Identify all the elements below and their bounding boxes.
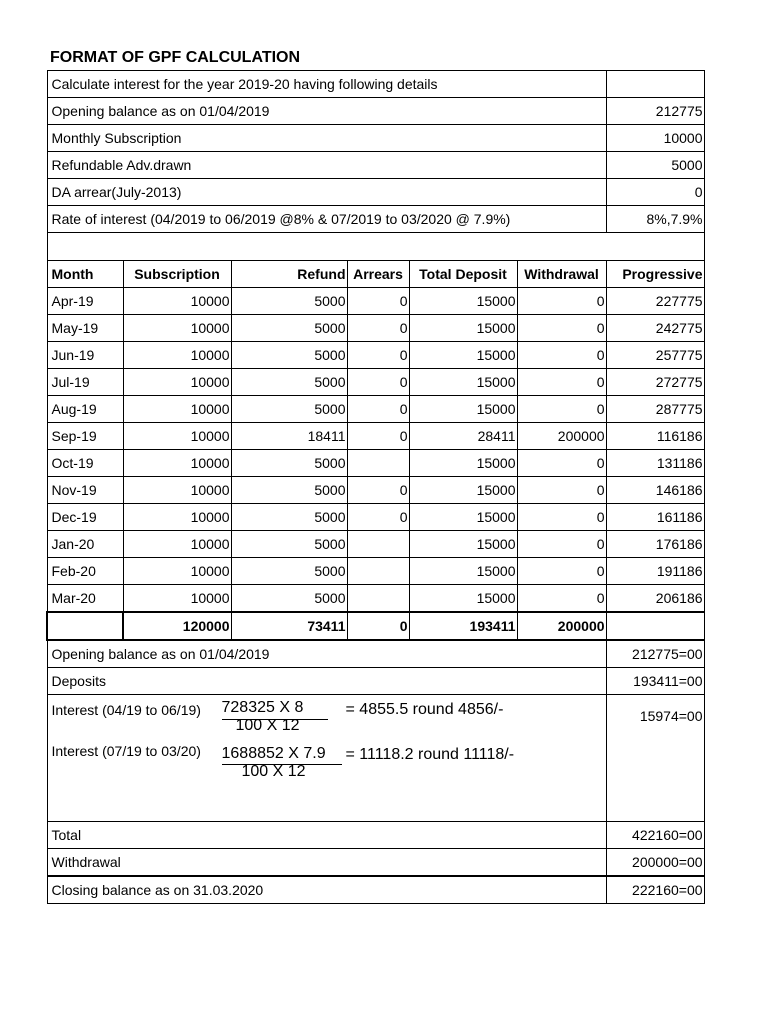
- total-cell: 0: [347, 612, 409, 640]
- total-cell: 120000: [123, 612, 231, 640]
- deposits-row: [47, 668, 704, 695]
- detail-row: [47, 179, 704, 206]
- value-cell: [347, 558, 409, 585]
- value-cell: 176186: [606, 531, 704, 558]
- value-cell: 0: [517, 531, 606, 558]
- month-cell: Oct-19: [47, 450, 123, 477]
- interest-2-result: = 11118.2 round 11118/-: [345, 746, 515, 763]
- blank-cell: [47, 233, 704, 261]
- interest-1-label: Interest (04/19 to 06/19): [51, 702, 201, 718]
- closing-row-label: Closing balance as on 31.03.2020: [47, 876, 606, 904]
- month-cell: Aug-19: [47, 396, 123, 423]
- header-cell: Withdrawal: [517, 261, 606, 288]
- detail-row: [47, 152, 704, 179]
- header-cell: Subscription: [123, 261, 231, 288]
- value-cell: 257775: [606, 342, 704, 369]
- value-cell: 15000: [409, 315, 517, 342]
- value-cell: 0: [347, 477, 409, 504]
- value-cell: 227775: [606, 288, 704, 315]
- detail-row-value: 8%,7.9%: [606, 206, 704, 233]
- total-row: [47, 822, 704, 849]
- value-cell: 0: [347, 315, 409, 342]
- table-row: [47, 531, 704, 558]
- total-cell: 200000: [517, 612, 606, 640]
- value-cell: 15000: [409, 369, 517, 396]
- interest-1-numerator: 728325 X 8: [221, 699, 304, 716]
- value-cell: 0: [347, 423, 409, 450]
- value-cell: 161186: [606, 504, 704, 531]
- value-cell: 0: [517, 450, 606, 477]
- value-cell: 206186: [606, 585, 704, 613]
- detail-row: [47, 125, 704, 152]
- detail-row-label: Monthly Subscription: [47, 125, 606, 152]
- value-cell: 0: [517, 288, 606, 315]
- total-cell: [47, 612, 123, 640]
- opening-row-label: Opening balance as on 01/04/2019: [47, 640, 606, 668]
- detail-row-label: Rate of interest (04/2019 to 06/2019 @8% & 07/2019 to 03/2020 @ 7.9%): [47, 206, 606, 233]
- table-row: [47, 369, 704, 396]
- opening-row: [47, 640, 704, 668]
- value-cell: 15000: [409, 342, 517, 369]
- value-cell: 146186: [606, 477, 704, 504]
- closing-row-value: 222160=00: [606, 876, 704, 904]
- value-cell: 272775: [606, 369, 704, 396]
- table-row: [47, 585, 704, 613]
- intro-row-label: Calculate interest for the year 2019-20 having following details: [47, 71, 606, 98]
- detail-row-value: 5000: [606, 152, 704, 179]
- value-cell: 5000: [231, 585, 347, 613]
- value-cell: 0: [347, 288, 409, 315]
- value-cell: 10000: [123, 477, 231, 504]
- value-cell: 15000: [409, 396, 517, 423]
- value-cell: 18411: [231, 423, 347, 450]
- detail-row-label: Opening balance as on 01/04/2019: [47, 98, 606, 125]
- table-row: [47, 342, 704, 369]
- value-cell: 10000: [123, 423, 231, 450]
- value-cell: 0: [517, 369, 606, 396]
- value-cell: 15000: [409, 450, 517, 477]
- value-cell: 10000: [123, 531, 231, 558]
- value-cell: 0: [347, 369, 409, 396]
- detail-row-value: 0: [606, 179, 704, 206]
- value-cell: 0: [517, 342, 606, 369]
- value-cell: 0: [347, 504, 409, 531]
- deposits-row-label: Deposits: [47, 668, 606, 695]
- value-cell: 10000: [123, 504, 231, 531]
- detail-row-value: 212775: [606, 98, 704, 125]
- table-row: [47, 396, 704, 423]
- closing-row: [47, 876, 704, 904]
- header-cell: Total Deposit: [409, 261, 517, 288]
- gpf-sheet: [46, 70, 705, 904]
- detail-row: [47, 206, 704, 233]
- withdrawal-row: [47, 849, 704, 877]
- value-cell: 5000: [231, 315, 347, 342]
- interest-value: [606, 695, 704, 822]
- value-cell: 15000: [409, 477, 517, 504]
- value-cell: 10000: [123, 558, 231, 585]
- value-cell: 15000: [409, 504, 517, 531]
- sheet-body: [47, 71, 704, 904]
- interest-1-result: = 4855.5 round 4856/-: [345, 701, 504, 718]
- month-cell: Mar-20: [47, 585, 123, 613]
- table-row: [47, 477, 704, 504]
- value-cell: 287775: [606, 396, 704, 423]
- month-cell: Sep-19: [47, 423, 123, 450]
- value-cell: [347, 531, 409, 558]
- page-title: FORMAT OF GPF CALCULATION: [50, 49, 301, 66]
- total-row-label: Total: [47, 822, 606, 849]
- totals-row: [47, 612, 704, 640]
- opening-row-value: 212775=00: [606, 640, 704, 668]
- value-cell: 5000: [231, 477, 347, 504]
- table-row: [47, 558, 704, 585]
- detail-row-label: DA arrear(July-2013): [47, 179, 606, 206]
- total-cell: 73411: [231, 612, 347, 640]
- detail-row: [47, 98, 704, 125]
- table-row: [47, 288, 704, 315]
- value-cell: 0: [517, 585, 606, 613]
- value-cell: 0: [517, 396, 606, 423]
- month-cell: Feb-20: [47, 558, 123, 585]
- value-cell: 5000: [231, 369, 347, 396]
- value-cell: 10000: [123, 450, 231, 477]
- interest-row: [47, 695, 704, 822]
- value-cell: 0: [517, 477, 606, 504]
- value-cell: 10000: [123, 315, 231, 342]
- value-cell: 10000: [123, 585, 231, 613]
- value-cell: [347, 450, 409, 477]
- value-cell: 116186: [606, 423, 704, 450]
- value-cell: 0: [517, 315, 606, 342]
- value-cell: 10000: [123, 369, 231, 396]
- total-cell: 193411: [409, 612, 517, 640]
- table-row: [47, 315, 704, 342]
- value-cell: 131186: [606, 450, 704, 477]
- value-cell: 5000: [231, 450, 347, 477]
- value-cell: 191186: [606, 558, 704, 585]
- value-cell: 0: [517, 558, 606, 585]
- value-cell: 5000: [231, 504, 347, 531]
- value-cell: 10000: [123, 288, 231, 315]
- header-cell: Month: [47, 261, 123, 288]
- header-cell: Refund: [231, 261, 347, 288]
- month-cell: Dec-19: [47, 504, 123, 531]
- value-cell: 0: [347, 396, 409, 423]
- interest-2-label: Interest (07/19 to 03/20): [51, 743, 201, 759]
- value-cell: 5000: [231, 396, 347, 423]
- value-cell: 15000: [409, 585, 517, 613]
- total-cell: [606, 612, 704, 640]
- month-cell: Jun-19: [47, 342, 123, 369]
- value-cell: 0: [347, 342, 409, 369]
- month-cell: May-19: [47, 315, 123, 342]
- detail-row-value: 10000: [606, 125, 704, 152]
- interest-2-denominator: 100 X 12: [241, 763, 306, 780]
- value-cell: 10000: [123, 396, 231, 423]
- table-row: [47, 423, 704, 450]
- intro-row-value: [606, 71, 704, 98]
- value-cell: 5000: [231, 558, 347, 585]
- header-cell: Progressive: [606, 261, 704, 288]
- blank-row: [47, 233, 704, 261]
- value-cell: 5000: [231, 288, 347, 315]
- value-cell: 200000: [517, 423, 606, 450]
- table-row: [47, 504, 704, 531]
- month-cell: Nov-19: [47, 477, 123, 504]
- month-cell: Jul-19: [47, 369, 123, 396]
- month-cell: Apr-19: [47, 288, 123, 315]
- value-cell: 15000: [409, 288, 517, 315]
- value-cell: 28411: [409, 423, 517, 450]
- value-cell: 242775: [606, 315, 704, 342]
- value-cell: 10000: [123, 342, 231, 369]
- withdrawal-row-label: Withdrawal: [47, 849, 606, 877]
- detail-row-label: Refundable Adv.drawn: [47, 152, 606, 179]
- interest-total: 15974=00: [639, 708, 703, 724]
- month-cell: Jan-20: [47, 531, 123, 558]
- value-cell: 5000: [231, 342, 347, 369]
- intro-row: [47, 71, 704, 98]
- total-row-value: 422160=00: [606, 822, 704, 849]
- table-header: [47, 261, 704, 288]
- withdrawal-row-value: 200000=00: [606, 849, 704, 877]
- value-cell: 15000: [409, 558, 517, 585]
- value-cell: 15000: [409, 531, 517, 558]
- deposits-row-value: 193411=00: [606, 668, 704, 695]
- value-cell: [347, 585, 409, 613]
- interest-calc: [47, 695, 606, 822]
- header-cell: Arrears: [347, 261, 409, 288]
- value-cell: 5000: [231, 531, 347, 558]
- interest-2-numerator: 1688852 X 7.9: [221, 745, 326, 762]
- value-cell: 0: [517, 504, 606, 531]
- interest-1-denominator: 100 X 12: [235, 717, 300, 734]
- table-row: [47, 450, 704, 477]
